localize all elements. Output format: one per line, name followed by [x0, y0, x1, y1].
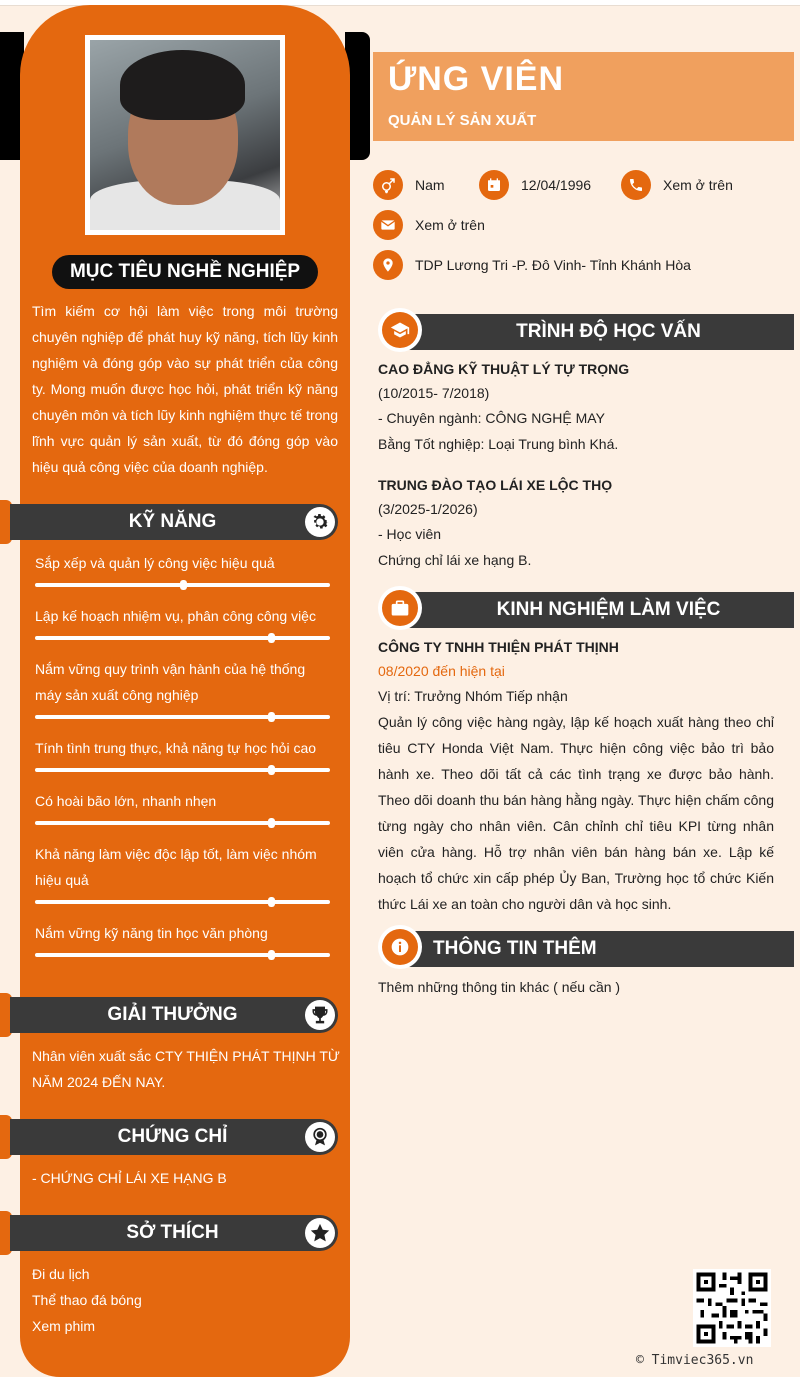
- certificates-title: CHỨNG CHỈ: [117, 1126, 228, 1147]
- experience-title: KINH NGHIỆM LÀM VIỆC: [496, 599, 721, 620]
- email-value: Xem ở trên: [415, 217, 485, 233]
- education-school: CAO ĐẲNG KỸ THUẬT LÝ TỰ TRỌNG: [378, 361, 630, 377]
- education-note: Chứng chỉ lái xe hạng B.: [378, 552, 532, 568]
- copyright: © Timviec365.vn: [636, 1353, 754, 1368]
- skill-bar: [35, 821, 330, 825]
- qr-code: [693, 1269, 771, 1347]
- skill-level-knob: [268, 633, 275, 643]
- hobby-item: Thể thao đá bóng: [32, 1292, 142, 1308]
- gender-icon: [373, 170, 403, 200]
- skill-label: Sắp xếp và quản lý công việc hiệu quả: [35, 555, 275, 571]
- education-major: - Học viên: [378, 526, 442, 542]
- additional-icon-frame: [378, 925, 422, 969]
- skill-label: Nắm vững quy trình vận hành của hệ thống máy sản xuất công nghiệp: [35, 661, 306, 703]
- education-header: [378, 308, 794, 352]
- objective-text: Tìm kiếm cơ hội làm việc trong môi trường chuyên nghiệp để phát huy kỹ năng, tích lũy kinh nghiệm và đóng góp vào sự phát triển của công ty. Mong muốn được học hỏi, phát triển kỹ năng chuyên môn và tích lũy kinh nghiệm thực tế trong lĩnh vực quản lý sản xuất, từ đó đóng góp vào hiệu quả công việc của doanh nghiệp.: [32, 303, 338, 475]
- candidate-name: ỨNG VIÊN: [388, 60, 565, 98]
- skill-level-knob: [268, 897, 275, 907]
- skill-label: Nắm vững kỹ năng tin học văn phòng: [35, 925, 268, 941]
- email-row: [373, 209, 485, 241]
- skill-level-knob: [268, 950, 275, 960]
- experience-header: [378, 586, 794, 630]
- skill-bar: [35, 768, 330, 772]
- birthday-row: [479, 169, 591, 201]
- experience-period: 08/2020 đến hiện tại: [378, 663, 505, 679]
- experience-description: Quản lý công việc hàng ngày, lập kế hoạch xuất hàng theo chỉ tiêu CTY Honda Việt Nam. Thực hiện công việc bảo trì bảo hành xe. Theo dõi tất cả các tình trạng xe được bảo hành. Theo dõi doanh thu bán hàng hằng ngày. Thực hiện chấm công từng ngày cho nhân viên. Cân chỉnh chỉ tiêu KPI từng nhân viên cửa hàng. Hỗ trợ nhân viên bán hàng bán xe. Lập kế hoạch tổ chức xin cấp phép Ủy Ban, Trường học tổ chức Kiến thức Lái xe an toàn cho người dân và học sinh.: [378, 714, 774, 912]
- skill-bar: [35, 900, 330, 904]
- certificates-header: [10, 1119, 338, 1155]
- education-period: (3/2025-1/2026): [378, 501, 478, 517]
- briefcase-icon: [382, 590, 418, 626]
- skill-bar: [35, 636, 330, 640]
- avatar-hair: [120, 50, 245, 120]
- phone-value: Xem ở trên: [663, 177, 733, 193]
- awards-header: [10, 997, 338, 1033]
- location-pin-icon: [373, 250, 403, 280]
- gear-icon: [305, 507, 335, 537]
- education-note: Bằng Tốt nghiệp: Loại Trung bình Khá.: [378, 436, 619, 452]
- medal-icon: [305, 1122, 335, 1152]
- birthday-value: 12/04/1996: [521, 177, 592, 193]
- hobby-item: Đi du lịch: [32, 1266, 90, 1282]
- skill-label: Khả năng làm việc độc lập tốt, làm việc nhóm hiệu quả: [35, 846, 317, 888]
- avatar-photo: [90, 40, 280, 230]
- experience-position: Vị trí: Trưởng Nhóm Tiếp nhận: [378, 688, 568, 704]
- skill-level-knob: [268, 818, 275, 828]
- additional-text: Thêm những thông tin khác ( nếu cần ): [378, 979, 621, 995]
- phone-row: [621, 169, 733, 201]
- hobbies-title: SỞ THÍCH: [126, 1222, 219, 1243]
- header-box: [373, 52, 794, 141]
- awards-text: Nhân viên xuất sắc CTY THIỆN PHÁT THỊNH TỪ NĂM 2024 ĐẾN NAY.: [32, 1048, 340, 1090]
- additional-header: [378, 925, 794, 969]
- graduation-cap-icon: [382, 312, 418, 348]
- job-title: QUẢN LÝ SẢN XUẤT: [388, 112, 537, 129]
- education-major: - Chuyên ngành: CÔNG NGHỆ MAY: [378, 410, 605, 426]
- gender-value: Nam: [415, 177, 445, 193]
- experience-company: CÔNG TY TNHH THIỆN PHÁT THỊNH: [378, 639, 619, 655]
- avatar: [85, 35, 285, 235]
- hobbies-header: [10, 1215, 338, 1251]
- star-icon: [305, 1218, 335, 1248]
- gender-row: [373, 169, 445, 201]
- trophy-icon: [305, 1000, 335, 1030]
- skill-level-knob: [268, 765, 275, 775]
- skill-level-knob: [268, 712, 275, 722]
- sidebar: [20, 5, 350, 1377]
- skill-bar: [35, 953, 330, 957]
- education-title: TRÌNH ĐỘ HỌC VẤN: [516, 321, 701, 342]
- skill-label: Lập kế hoạch nhiệm vụ, phân công công việc: [35, 608, 316, 624]
- address-value: TDP Lương Tri -P. Đô Vinh- Tỉnh Khánh Hòa: [415, 257, 691, 273]
- info-icon: [382, 929, 418, 965]
- experience-icon-frame: [378, 586, 422, 630]
- skills-header: [10, 504, 338, 540]
- address-row: [373, 249, 691, 281]
- additional-title: THÔNG TIN THÊM: [433, 938, 597, 959]
- skill-label: Có hoài bão lớn, nhanh nhẹn: [35, 793, 217, 809]
- education-school: TRUNG ĐÀO TẠO LÁI XE LỘC THỌ: [378, 477, 613, 493]
- education-icon-frame: [378, 308, 422, 352]
- skills-title: KỸ NĂNG: [128, 511, 217, 532]
- phone-icon: [621, 170, 651, 200]
- certificates-text: - CHỨNG CHỈ LÁI XE HẠNG B: [32, 1170, 227, 1186]
- skill-bar: [35, 715, 330, 719]
- skill-bar: [35, 583, 330, 587]
- email-icon: [373, 210, 403, 240]
- skill-label: Tính tình trung thực, khả năng tự học hỏi cao: [35, 740, 317, 756]
- education-period: (10/2015- 7/2018): [378, 385, 490, 401]
- calendar-icon: [479, 170, 509, 200]
- objective-title: MỤC TIÊU NGHỀ NGHIỆP: [52, 255, 318, 289]
- skill-level-knob: [180, 580, 187, 590]
- awards-title: GIẢI THƯỞNG: [107, 1004, 238, 1025]
- hobby-item: Xem phim: [32, 1318, 96, 1334]
